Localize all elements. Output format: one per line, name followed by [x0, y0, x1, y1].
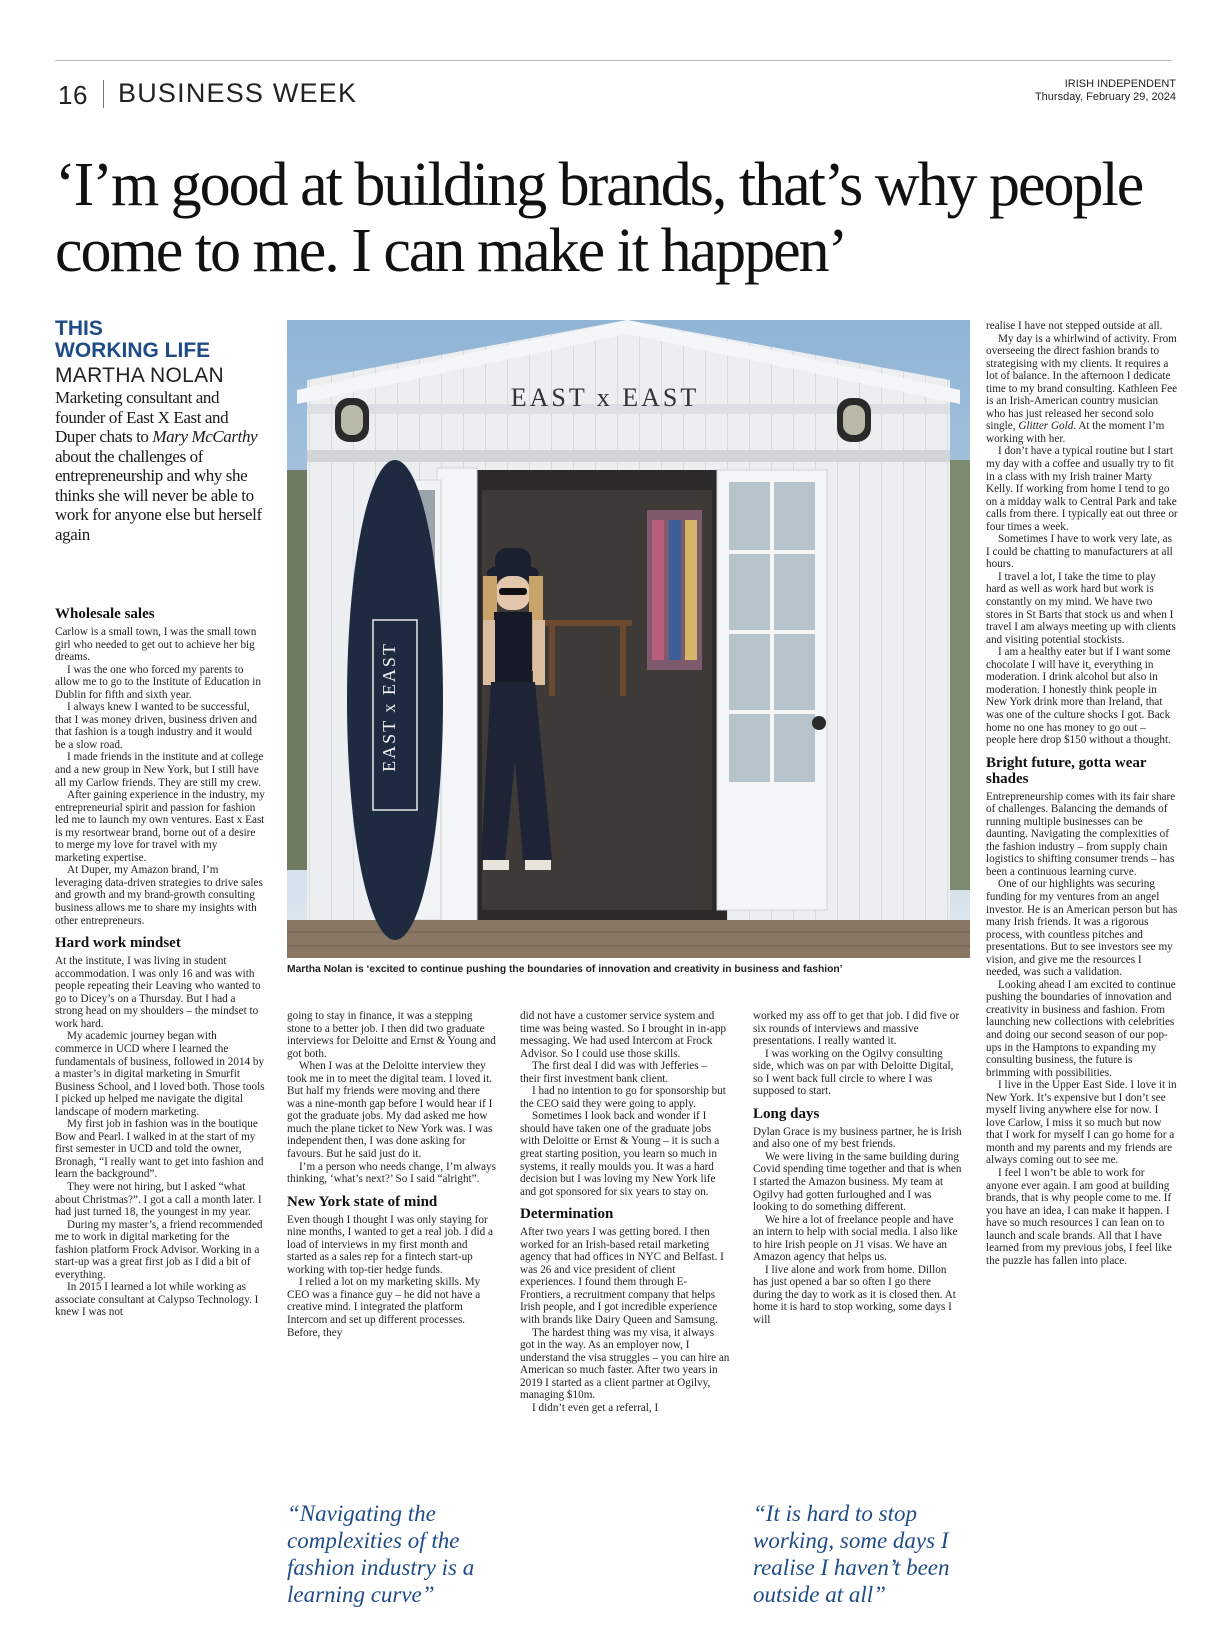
paragraph [986, 333, 1178, 446]
paragraph: After gaining experience in the industry, my entrepreneurial spirit and passion for fashion led me to launch my own ventures. East x East is my resortwear brand, borne out of a desire to merge my love for travel with my marketing expertise. [55, 789, 265, 864]
headline: ‘I’m good at building brands, that’s why people come to me. I can make it happen’ [55, 151, 1143, 285]
paragraph: I made friends in the institute and at college and a new group in New York, but I still have all my Carlow friends. They are still my crew. [55, 751, 264, 789]
column-3 [520, 1010, 730, 1414]
paragraph: My first job in fashion was in the boutique Bow and Pearl. I walked in at the start of my first semester in UCD and told the owner, Bronagh, “I really want to get into fashion and learn the background”. [55, 1118, 264, 1181]
paragraph: realise I have not stepped outside at all. [986, 320, 1163, 332]
paragraph: I live alone and work from home. Dillon has just opened a bar so often I go there during the day to work as it is closed then. At home it is hard to stop working, some days I will [753, 1263, 956, 1327]
paragraph: Sometimes I look back and wonder if I should have taken one of the graduate jobs with Deloitte or Ernst & Young – it is such a great starting position, you learn so much in systems, it really moulds you. It was a hard decision but I was loving my New York life and got sponsored for six years to stay on. [520, 1110, 720, 1198]
subhead-hard-work: Hard work mindset [55, 935, 181, 952]
paragraph: worked my ass off to get that job. I did five or six rounds of interviews and massive presentations. I really wanted it. [753, 1010, 960, 1048]
paragraph: In 2015 I learned a lot while working as associate consultant at Calypso Technology. I knew I was not [55, 1281, 259, 1319]
paragraph: They were not hiring, but I asked “what about Christmas?”. I got a call a month later. I had just turned 18, the youngest in my year. [55, 1180, 262, 1219]
paragraph-text: . At the moment I’m working with her. [986, 420, 1165, 445]
surfboard-text: EAST x EAST [379, 642, 399, 772]
article-photo [287, 320, 970, 958]
paragraph: Looking ahead I am excited to continue pushing the boundaries of innovation and creativity in business and fashion. From launching new collections with celebrities and doing our second season of our pop-ups in the Hamptons to expanding my consulting business, the future is brimming with possibilities. [986, 978, 1176, 1079]
paragraph: At Duper, my Amazon brand, I’m leveraging data-driven strategies to drive sales and growth and my brand-growth consulting business allows me to share my insights with other entrepreneurs. [55, 864, 263, 927]
paragraph: I relied a lot on my marketing skills. My CEO was a finance guy – he did not have a creative mind. I integrated the platform Intercom and set up different processes. Before, they [287, 1276, 481, 1339]
top-rule [55, 60, 1172, 61]
paragraph: I had no intention to go for sponsorship but the CEO said they were going to apply. [520, 1085, 726, 1110]
paragraph: At the institute, I was living in student accommodation. I was only 16 and was with people repeating their Leaving who wanted to go to Dicey’s on a Thursday. But I had a strong head on my shoulders – the mindset to work hard. [55, 955, 261, 1030]
header-divider [103, 80, 104, 108]
pull-quote-1: “Navigating the complexities of the fashion industry is a learning curve” [287, 1501, 475, 1607]
subhead-long-days: Long days [753, 1105, 820, 1122]
paragraph: I didn’t even get a referral, I [532, 1401, 659, 1414]
issue-date: Thursday, February 29, 2024 [1034, 91, 1176, 103]
subject-name: MARTHA NOLAN [55, 364, 224, 387]
standfirst-author: Mary McCarthy [152, 427, 258, 446]
paragraph: We hire a lot of freelance people and have an intern to help with social media. I also like to hire Irish people on J1 visas. We have an Amazon agency that helps us. [753, 1213, 958, 1264]
series-kicker [55, 318, 210, 362]
paragraph: The hardest thing was my visa, it always got in the way. As an employer now, I understand the visa struggles – you can hire an American so much faster. After two years in 2019 I started as a client partner at Ogilvy, managing $10m. [520, 1326, 730, 1402]
paragraph: going to stay in finance, it was a stepping stone to a better job. I then did two graduate interviews for Deloitte and Ernst & Young and got both. [287, 1010, 496, 1060]
section-title: BUSINESS WEEK [118, 78, 358, 108]
paper-name: IRISH INDEPENDENT [1064, 78, 1176, 90]
column-5 [986, 320, 1178, 1267]
paragraph: I always knew I wanted to be successful, that I was money driven, business driven and that fashion is a tough industry and it would be a slow road. [55, 701, 257, 751]
paragraph: One of our highlights was securing funding for my ventures from an angel investor. He is an American person but has many Irish friends. It was a rigorous process, with countless pitches and presentations. But to see investors see my vision, and give me the resources I needed, was such a validation. [986, 878, 1178, 979]
paragraph: I don’t have a typical routine but I start my day with a coffee and usually try to fit in a class with my Irish trainer Marty Kelly. If working from home I tend to go on a midday walk to Central Park and take calls from there. I typically eat out three or four times a week. [986, 445, 1178, 533]
paragraph: My academic journey began with commerce in UCD where I learned the fundamentals of business, followed in 2014 by a master’s in digital marketing in Smurfit Business School, and I loved both. Those tools I picked up helped me navigate the digital landscape of modern marketing. [55, 1030, 265, 1118]
wall-lamp-left [335, 398, 369, 442]
column-2 [287, 1010, 497, 1339]
column-1 [55, 598, 265, 1319]
subhead-bright-future: Bright future, gotta wear shades [986, 754, 1147, 787]
paragraph-text: My day is a whirlwind of activity. From overseeing the direct fashion brands to strategising with my clients. It requires a lot of balance. In the afternoon I dedicate time to my brand consulting. Kathleen Fee is an Irish-American country musician who has just released her second solo single, [986, 332, 1178, 433]
paragraph: I was the one who forced my parents to allow me to go to the Institute of Education in Dublin for fifth and sixth year. [55, 663, 261, 701]
paragraph: The first deal I did was with Jefferies – their first investment bank client. [520, 1060, 708, 1085]
single-title: Glitter Gold [1018, 420, 1074, 433]
pull-quote-2: “It is hard to stop working, some days I realise I haven’t been outside at all” [753, 1501, 950, 1607]
column-4 [753, 1010, 963, 1327]
page-number: 16 [58, 80, 88, 110]
subhead-determination: Determination [520, 1206, 614, 1223]
shop-sign: EAST x EAST [510, 383, 700, 412]
paragraph: When I was at the Deloitte interview they took me in to meet the digital team. I loved it. But half my friends were moving and there was a nine-month gap before I would hear if I got the graduate jobs. My dad asked me how much the plane ticket to New York was. I was independent then, I was done asking for favours. But he said just do it. [287, 1060, 493, 1161]
kicker-line-1: THIS [55, 317, 103, 340]
paragraph: After two years I was getting bored. I then worked for an Irish-based retail marketing agency that had offices in NYC and Belfast. I was 26 and vice president of client experiences. I found them through E-Frontiers, a recruitment company that helps Irish people, and I got incredible experience with brands like Dairy Queen and Samsung. [520, 1226, 724, 1327]
paragraph: I live in the Upper East Side. I love it in New York. It’s expensive but I don’t see myself living anywhere else for now. I love Carlow, I miss it so much but now that I work for myself I can go home for a month and my parents and my friends are always coming out to see me. [986, 1079, 1177, 1167]
paragraph: did not have a customer service system and time was being wasted. So I brought in in-app messaging. We had used Intercom at Frock Advisor. So I could use those skills. [520, 1010, 727, 1060]
subhead-new-york: New York state of mind [287, 1193, 438, 1210]
subhead-wholesale: Wholesale sales [55, 606, 155, 622]
paragraph: I feel I won’t be able to work for anyone ever again. I am good at building brands, that is why people come to me. If you have an idea, I can make it happen. I have so much resources I can lean on to launch and scale brands. All that I have learned from my previous jobs, I feel like the puzzle has fallen into place. [986, 1167, 1172, 1267]
photo-caption: Martha Nolan is ‘excited to continue pushing the boundaries of innovation and creativity in business and fashion’ [287, 964, 843, 975]
surfboard [347, 460, 443, 940]
paragraph: I was working on the Ogilvy consulting side, which was on par with Deloitte Digital, so I went back full circle to where I was supposed to start. [753, 1047, 954, 1098]
paragraph: Even though I thought I was only staying for nine months, I wanted to get a real job. I did a load of interviews in my first month and started as a sales rep for a fintech start-up working with top-tier hedge funds. [287, 1213, 493, 1276]
standfirst [55, 388, 270, 544]
paragraph: During my master’s, a friend recommended me to work in digital marketing for the fashion platform Frock Advisor. Working in a start-up was a great first job as I did a bit of everything. [55, 1218, 263, 1281]
photo-illustration [287, 320, 970, 958]
paragraph: Entrepreneurship comes with its fair share of challenges. Balancing the demands of running multiple businesses can be daunting. Navigating the complexities of the fashion industry – from supply chain logistics to shifting consumer trends – has been a continuous learning curve. [986, 790, 1176, 878]
kicker-line-2: WORKING LIFE [55, 339, 211, 362]
wall-lamp-right [837, 398, 871, 442]
paragraph: We were living in the same building during Covid spending time together and that is when I started the Amazon business. My team at Ogilvy had gotten furloughed and I was looking to do something different. [753, 1150, 962, 1214]
paper-info [1035, 78, 1176, 104]
paragraph: I’m a person who needs change, I’m always thinking, ‘what’s next?’ So I said “alright”. [287, 1160, 496, 1186]
standfirst-after: about the challenges of entrepreneurship and why she thinks she will never be able to work for anyone else but herself again [55, 446, 262, 544]
standfirst-before: Marketing consultant and founder of East X East and Duper chats to [55, 388, 229, 446]
paragraph: Sometimes I have to work very late, as I could be chatting to manufacturers at all hours. [986, 533, 1173, 571]
paragraph: Carlow is a small town, I was the small town girl who needed to get out to achieve her big dreams. [55, 626, 257, 664]
paragraph: I am a healthy eater but if I want some chocolate I will have it, everything in moderation. I drink alcohol but also in moderation. I honestly think people in New York drink more than Ireland, that was one of the culture shocks I got. Back home no one has money to go out – people here drop $150 without a thought. [986, 646, 1171, 747]
paragraph: Dylan Grace is my business partner, he is Irish and also one of my best friends. [753, 1125, 962, 1151]
paragraph: I travel a lot, I take the time to play hard as well as work hard but work is constantly on my mind. We have two stores in St Barts that stock us and when I travel I am always meeting up with clients and visiting potential stockists. [986, 570, 1176, 646]
